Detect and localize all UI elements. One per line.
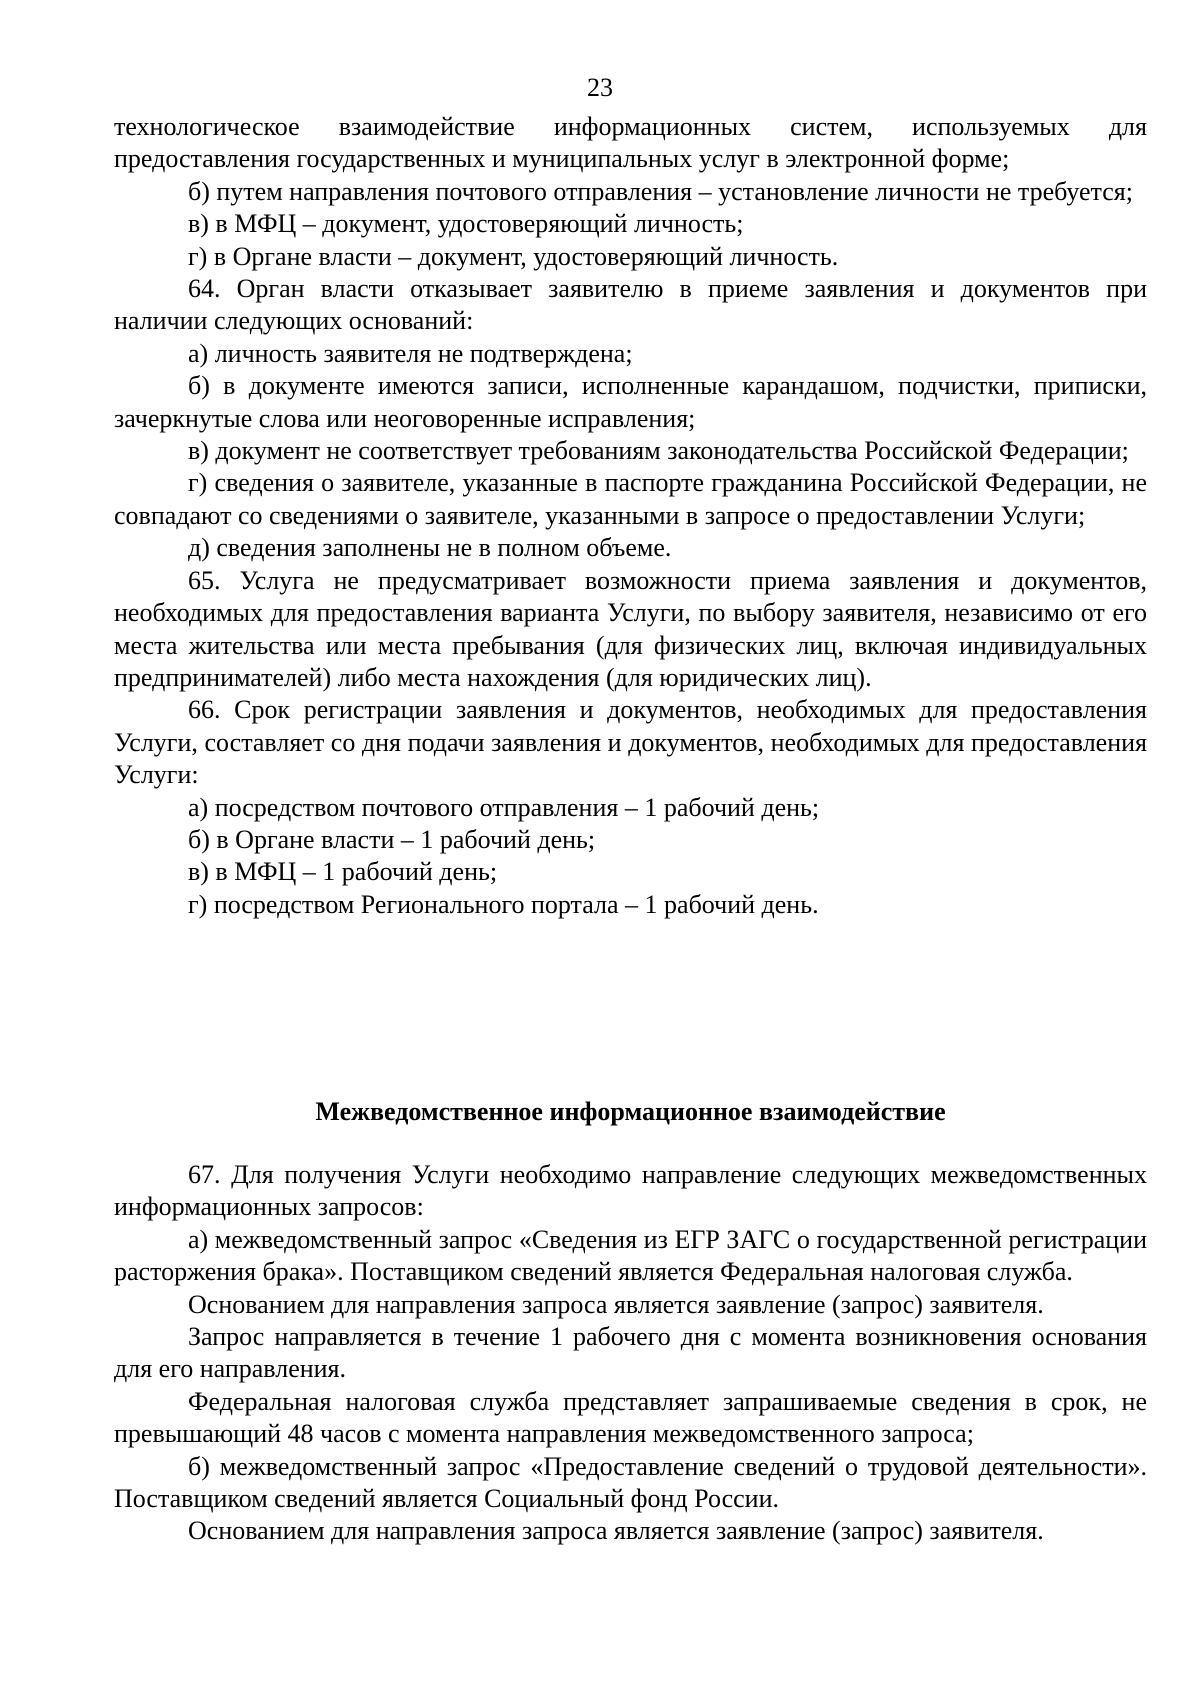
paragraph: Основанием для направления запроса является заявление (запрос) заявителя. <box>188 1289 1044 1319</box>
paragraph: б) межведомственный запрос «Предоставление сведений о трудовой деятельности». Поставщиком сведений является Социальный фонд России. <box>114 1451 1147 1514</box>
paragraph: Федеральная налоговая служба представляет запрашиваемые сведения в срок, не превышающий 48 часов с момента направления межведомственного запроса; <box>114 1386 1147 1449</box>
body-text-top <box>114 111 1147 921</box>
paragraph: г) в Органе власти – документ, удостоверяющий личность. <box>188 241 839 271</box>
paragraph: г) посредством Регионального портала – 1 рабочий день. <box>188 889 819 919</box>
paragraph: Основанием для направления запроса является заявление (запрос) заявителя. <box>188 1516 1044 1546</box>
paragraph: а) личность заявителя не подтверждена; <box>188 338 633 368</box>
paragraph: а) посредством почтового отправления – 1 рабочий день; <box>188 792 820 822</box>
paragraph: технологическое взаимодействие информационных систем, используемых для предоставления государственных и муниципальных услуг в электронной форме; <box>114 112 1147 174</box>
paragraph: б) в Органе власти – 1 рабочий день; <box>188 824 596 854</box>
body-text-bottom <box>114 1159 1147 1548</box>
paragraph: 67. Для получения Услуги необходимо направление следующих межведомственных информационных запросов: <box>114 1160 1147 1222</box>
paragraph: б) в документе имеются записи, исполненные карандашом, подчистки, приписки, зачеркнутые слова или неоговоренные исправления; <box>114 371 1147 433</box>
paragraph: а) межведомственный запрос «Сведения из ЕГР ЗАГС о государственной регистрации расторжения брака». Поставщиком сведений является Федеральная налоговая служба. <box>114 1224 1147 1287</box>
paragraph: в) документ не соответствует требованиям законодательства Российской Федерации; <box>188 436 1129 466</box>
paragraph: 64. Орган власти отказывает заявителю в приеме заявления и документов при наличии следующих оснований: <box>114 274 1147 336</box>
paragraph: 66. Срок регистрации заявления и документов, необходимых для предоставления Услуги, составляет со дня подачи заявления и документов, необходимых для предоставления Услуги: <box>114 695 1147 790</box>
paragraph: д) сведения заполнены не в полном объеме. <box>188 533 672 563</box>
paragraph: б) путем направления почтового отправления – установление личности не требуется; <box>188 176 1133 206</box>
page-number: 23 <box>587 73 613 102</box>
paragraph: г) сведения о заявителе, указанные в паспорте гражданина Российской Федерации, не совпадают со сведениями о заявителе, указанными в запросе о предоставлении Услуги; <box>114 468 1147 530</box>
paragraph: Запрос направляется в течение 1 рабочего дня с момента возникновения основания для его направления. <box>114 1322 1147 1384</box>
paragraph: 65. Услуга не предусматривает возможности приема заявления и документов, необходимых для предоставления варианта Услуги, по выбору заявителя, независимо от его места жительства или места пребывания (для физических лиц, включая индивидуальных предпринимателей) либо места нахождения (для юридических лиц). <box>114 565 1147 692</box>
paragraph: в) в МФЦ – документ, удостоверяющий личность; <box>188 209 744 239</box>
section-heading: Межведомственное информационное взаимодействие <box>315 1097 946 1126</box>
paragraph: в) в МФЦ – 1 рабочий день; <box>188 857 498 887</box>
